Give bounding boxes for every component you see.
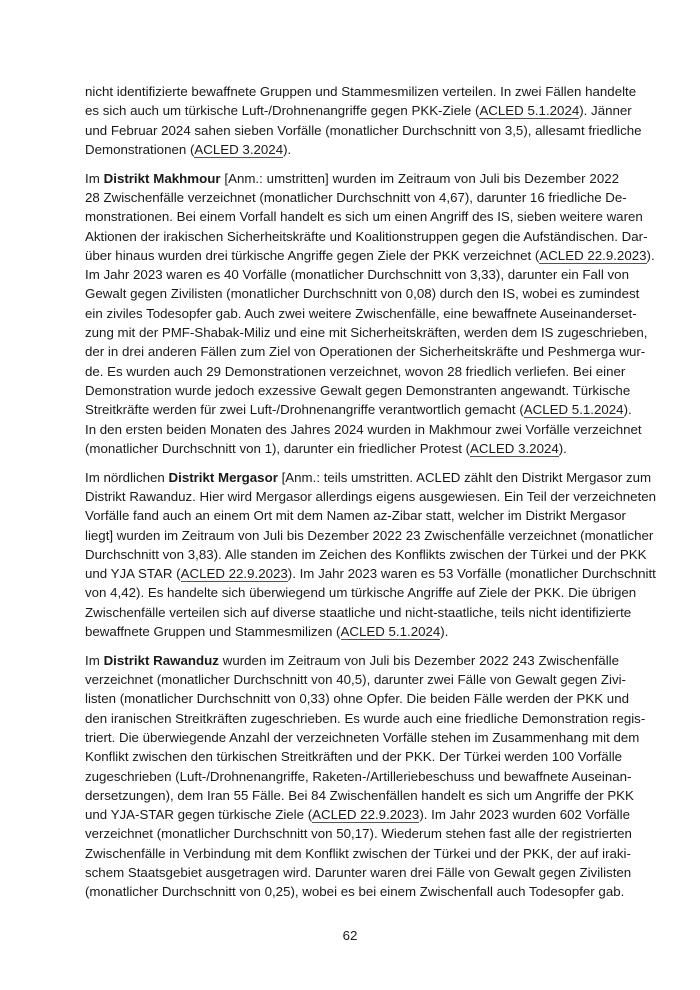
text-segment: ). Im Jahr 2023 waren es 53 Vorfälle (monatlicher Durchschnitt — [287, 566, 656, 582]
text-line — [85, 622, 619, 641]
text-line — [85, 767, 632, 786]
text-segment: Gewalt gegen Zivilisten (monatlicher Durchschnitt von 0,08) durch den IS, wobei es zumindest — [85, 286, 640, 302]
text-segment: listen (monatlicher Durchschnitt von 0,33) ohne Opfer. Die beiden Fälle werden der PKK und — [85, 691, 629, 707]
text-segment: verzeichnet (monatlicher Durchschnitt von 50,17). Wiederum stehen fast alle der registrierten — [85, 826, 632, 842]
text-segment: Zwischenfälle in Verbindung mit dem Konflikt zwischen der Türkei und der PKK, der auf iraki- — [85, 845, 631, 861]
paragraph — [85, 82, 642, 159]
text-line — [85, 506, 626, 525]
text-segment: und YJA STAR ( — [85, 566, 181, 582]
text-segment: Im nördlichen — [85, 469, 169, 485]
text-segment: liegt] wurden im Zeitraum von Juli bis Dezember 2022 23 Zwischenfälle verzeichnet (monatlicher — [85, 527, 654, 543]
text-line — [85, 323, 648, 342]
text-line — [85, 439, 619, 458]
text-segment: von 4,42). Es handelte sich überwiegend um türkische Angriffe auf Ziele der PKK. Die übrigen — [85, 585, 637, 601]
text-line — [85, 304, 637, 323]
district-name: Distrikt Makhmour — [103, 170, 221, 186]
text-line — [85, 689, 629, 708]
text-segment: de. Es wurden auch 29 Demonstrationen verzeichnet, wovon 28 friedlich verliefen. Bei einer — [85, 363, 626, 379]
text-line — [85, 786, 634, 805]
text-segment: Im — [85, 170, 104, 186]
text-segment: In den ersten beiden Monaten des Jahres 2024 wurden in Makhmour zwei Vorfälle verzeichnet — [85, 421, 642, 437]
citation-link[interactable]: ACLED 22.9.2023 — [180, 566, 288, 582]
text-segment: dersetzungen), dem Iran 55 Fälle. Bei 84 Zwischenfällen handelt es sich um Angriffe der PKK — [85, 787, 634, 803]
text-line — [85, 121, 642, 140]
text-line — [85, 487, 657, 506]
citation-link[interactable]: ACLED 5.1.2024 — [523, 402, 624, 418]
text-segment: [Anm.: teils umstritten. ACLED zählt den Distrikt Mergasor zum — [277, 469, 652, 485]
text-segment: bewaffnete Gruppen und Stammesmilizen ( — [85, 624, 341, 640]
citation-link[interactable]: ACLED 22.9.2023 — [539, 247, 647, 263]
text-line — [85, 728, 640, 747]
text-line — [85, 400, 632, 419]
text-segment: zugeschrieben (Luft-/Drohnenangriffe, Raketen-/Artilleriebeschuss und bewaffnete Auseinan- — [85, 768, 632, 784]
text-segment: nicht identifizierte bewaffnete Gruppen und Stammesmilizen verteilen. In zwei Fällen handelte — [85, 84, 637, 99]
text-segment: ). — [558, 440, 567, 456]
district-name: Distrikt Mergasor — [168, 469, 278, 485]
text-segment: Zwischenfälle verteilen sich auf diverse staatliche und nicht-staatliche, teils nicht identifizierte — [85, 604, 632, 620]
text-segment: ). — [623, 402, 632, 418]
text-segment: Vorfälle fand auch an einem Ort mit dem Namen az-Zibar statt, welcher im Distrikt Mergasor — [85, 508, 626, 524]
text-line — [85, 564, 656, 583]
text-segment: ). — [283, 141, 292, 157]
text-segment: Distrikt Rawanduz. Hier wird Mergasor allerdings eigens ausgewiesen. Ein Teil der verzeichneten — [85, 488, 657, 504]
text-segment: Demonstrationen ( — [85, 141, 195, 157]
text-segment: (monatlicher Durchschnitt von 1), darunter ein friedlicher Protest ( — [85, 440, 471, 456]
citation-link[interactable]: ACLED 3.2024 — [470, 440, 559, 456]
text-segment: ein ziviles Todesopfer gab. Auch zwei weitere Zwischenfälle, eine bewaffnete Auseinanderset- — [85, 305, 637, 321]
text-segment: Streitkräfte werden für zwei Luft-/Drohnenangriffe verantwortlich gemacht ( — [85, 402, 524, 418]
text-segment: Im — [85, 652, 104, 668]
text-segment: ). — [440, 624, 449, 640]
text-line — [85, 709, 646, 728]
paragraph — [85, 468, 657, 642]
text-segment: ). — [646, 247, 655, 263]
text-segment: der in drei anderen Fällen zum Ziel von Operationen der Sicherheitskräfte und Peshmerga wur- — [85, 344, 646, 360]
text-segment: [Anm.: umstritten] wurden im Zeitraum von Juli bis Dezember 2022 — [220, 170, 620, 186]
text-segment: Durchschnitt von 3,83). Alle standen im Zeichen des Konflikts zwischen der Türkei und der PKK — [85, 546, 647, 562]
text-line — [85, 670, 626, 689]
text-segment: und YJA-STAR gegen türkische Ziele ( — [85, 807, 313, 823]
citation-link[interactable]: ACLED 22.9.2023 — [312, 807, 420, 823]
text-line — [85, 188, 627, 207]
text-segment: Im Jahr 2023 waren es 40 Vorfälle (monatlicher Durchschnitt von 3,33), darunter ein Fall von — [85, 267, 629, 283]
text-line — [85, 140, 619, 159]
paragraph — [85, 169, 655, 458]
text-segment: schem Staatsgebiet ausgetragen wird. Darunter waren drei Fälle von Gewalt gegen Zivilisten — [85, 865, 632, 881]
text-segment: triert. Die überwiegende Anzahl der verzeichneten Vorfälle stehen im Zusammenhang mit dem — [85, 730, 640, 745]
text-line — [85, 246, 655, 265]
district-name: Distrikt Rawanduz — [103, 652, 219, 668]
citation-link[interactable]: ACLED 5.1.2024 — [340, 624, 441, 640]
text-line — [85, 362, 626, 381]
text-segment: 28 Zwischenfälle verzeichnet (monatlicher Durchschnitt von 4,67), darunter 16 friedliche De- — [85, 189, 627, 205]
text-segment: ). Jänner — [579, 103, 632, 119]
text-line — [85, 169, 619, 188]
text-line — [85, 805, 630, 824]
text-line — [85, 747, 623, 766]
text-segment: verzeichnet (monatlicher Durchschnitt von 40,5), darunter zwei Fälle von Gewalt gegen Zivi- — [85, 672, 626, 688]
text-line — [85, 284, 640, 303]
text-segment: Aktionen der irakischen Sicherheitskräfte und Koalitionstruppen gegen die Aufständischen. Dar- — [85, 228, 648, 244]
text-line — [85, 545, 647, 564]
text-line — [85, 824, 632, 843]
text-line — [85, 82, 637, 101]
document-body — [85, 82, 657, 911]
text-segment: es sich auch um türkische Luft-/Drohnenangriffe gegen PKK-Ziele ( — [85, 103, 480, 119]
text-line — [85, 603, 632, 622]
text-line — [85, 227, 648, 246]
text-segment: zung mit der PMF-Shabak-Miliz und eine mit Sicherheitskräften, werden dem IS zugeschrieben, — [85, 325, 648, 341]
citation-link[interactable]: ACLED 3.2024 — [194, 141, 284, 157]
text-segment: den iranischen Streitkräften zugeschrieben. Es wurde auch eine friedliche Demonstration regis- — [85, 710, 646, 726]
text-segment: (monatlicher Durchschnitt von 0,25), wobei es bei einem Zwischenfall auch Todesopfer gab. — [85, 884, 625, 900]
text-line — [85, 882, 625, 901]
text-segment: ). Im Jahr 2023 wurden 602 Vorfälle — [419, 807, 630, 823]
text-line — [85, 265, 629, 284]
text-line — [85, 526, 654, 545]
page-number: 62 — [342, 928, 358, 943]
text-line — [85, 468, 652, 487]
text-segment: wurden im Zeitraum von Juli bis Dezember 2022 243 Zwischenfälle — [218, 652, 620, 668]
text-line — [85, 844, 631, 863]
text-line — [85, 420, 642, 439]
text-line — [85, 101, 632, 120]
text-segment: und Februar 2024 sahen sieben Vorfälle (monatlicher Durchschnitt von 3,5), allesamt friedliche — [85, 122, 642, 138]
text-segment: monstrationen. Bei einem Vorfall handelt es sich um einen Angriff des IS, sieben weitere waren — [85, 209, 643, 225]
text-line — [85, 651, 619, 670]
text-segment: Konflikt zwischen den türkischen Streitkräften und der PKK. Der Türkei werden 100 Vorfälle — [85, 749, 623, 765]
text-line — [85, 583, 637, 602]
text-line — [85, 863, 632, 882]
paragraph — [85, 651, 646, 902]
text-segment: Demonstration wurde jedoch exzessive Gewalt gegen Demonstranten angewandt. Türkische — [85, 382, 631, 398]
text-line — [85, 381, 631, 400]
text-segment: über hinaus wurden drei türkische Angriffe gegen Ziele der PKK verzeichnet ( — [85, 247, 540, 263]
text-line — [85, 342, 646, 361]
text-line — [85, 207, 643, 226]
citation-link[interactable]: ACLED 5.1.2024 — [479, 103, 580, 119]
